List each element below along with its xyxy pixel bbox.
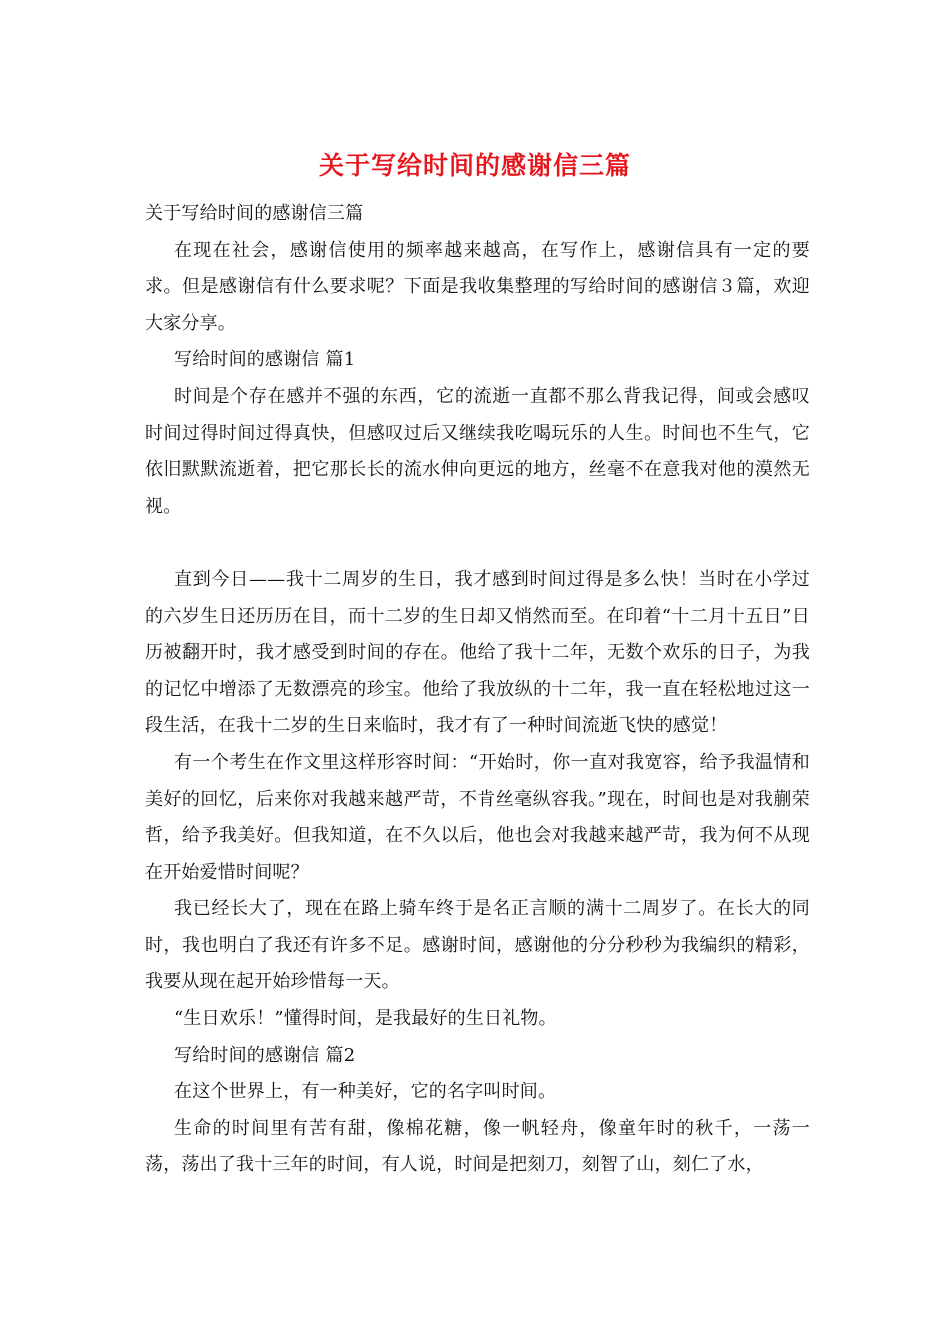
body-paragraph: 有一个考生在作文里这样形容时间：“开始时，你一直对我宽容，给予我温情和美好的回忆，后来你对我越来越严苛，不肯丝毫纵容我。”现在，时间也是对我蒯荣哲，给予我美好。但我知道，在不久以后，他也会对我越来越严苛，我为何不从现在开始爱惜时间呢？ — [145, 751, 810, 883]
intro-paragraph: 在现在社会，感谢信使用的频率越来越高，在写作上，感谢信具有一定的要求。但是感谢信有什么要求呢？下面是我收集整理的写给时间的感谢信３篇，欢迎大家分享。 — [145, 239, 810, 334]
subtitle-line: 关于写给时间的感谢信三篇 — [145, 203, 364, 224]
section-heading-1: 写给时间的感谢信 篇1 — [174, 349, 356, 371]
blank-line — [145, 525, 810, 562]
body-paragraph: 我已经长大了，现在在路上骑车终于是名正言顺的满十二周岁了。在长大的同时，我也明白了我还有许多不足。感谢时间，感谢他的分分秒秒为我编织的精彩，我要从现在起开始珍惜每一天。 — [145, 898, 810, 993]
body-paragraph: 在这个世界上，有一种美好，它的名字叫时间。 — [174, 1081, 557, 1103]
document-body — [145, 196, 810, 1184]
body-paragraph: 时间是个存在感并不强的东西，它的流逝一直都不那么背我记得，间或会感叹时间过得时间过得真快，但感叹过后又继续我吃喝玩乐的人生。时间也不生气，它依旧默默流逝着，把它那长长的流水伸向更远的地方，丝毫不在意我对他的漠然无视。 — [145, 385, 810, 517]
body-paragraph: “生日欢乐！”懂得时间，是我最好的生日礼物。 — [174, 1008, 557, 1030]
document-title: 关于写给时间的感谢信三篇 — [318, 151, 631, 180]
section-heading-2: 写给时间的感谢信 篇2 — [174, 1044, 356, 1066]
body-paragraph: 生命的时间里有苦有甜，像棉花糖，像一帆轻舟，像童年时的秋千，一荡一荡，荡出了我十三年的时间，有人说，时间是把刻刀，刻智了山，刻仁了水， — [145, 1117, 810, 1176]
body-paragraph: 直到今日——我十二周岁的生日，我才感到时间过得是多么快！当时在小学过的六岁生日还历历在目，而十二岁的生日却又悄然而至。在印着“十二月十五日”日历被翻开时，我才感受到时间的存在。他给了我十二年，无数个欢乐的日子，为我的记忆中增添了无数漂亮的珍宝。他给了我放纵的十二年，我一直在轻松地过这一段生活，在我十二岁的生日来临时，我才有了一种时间流逝飞快的感觉！ — [145, 568, 810, 737]
